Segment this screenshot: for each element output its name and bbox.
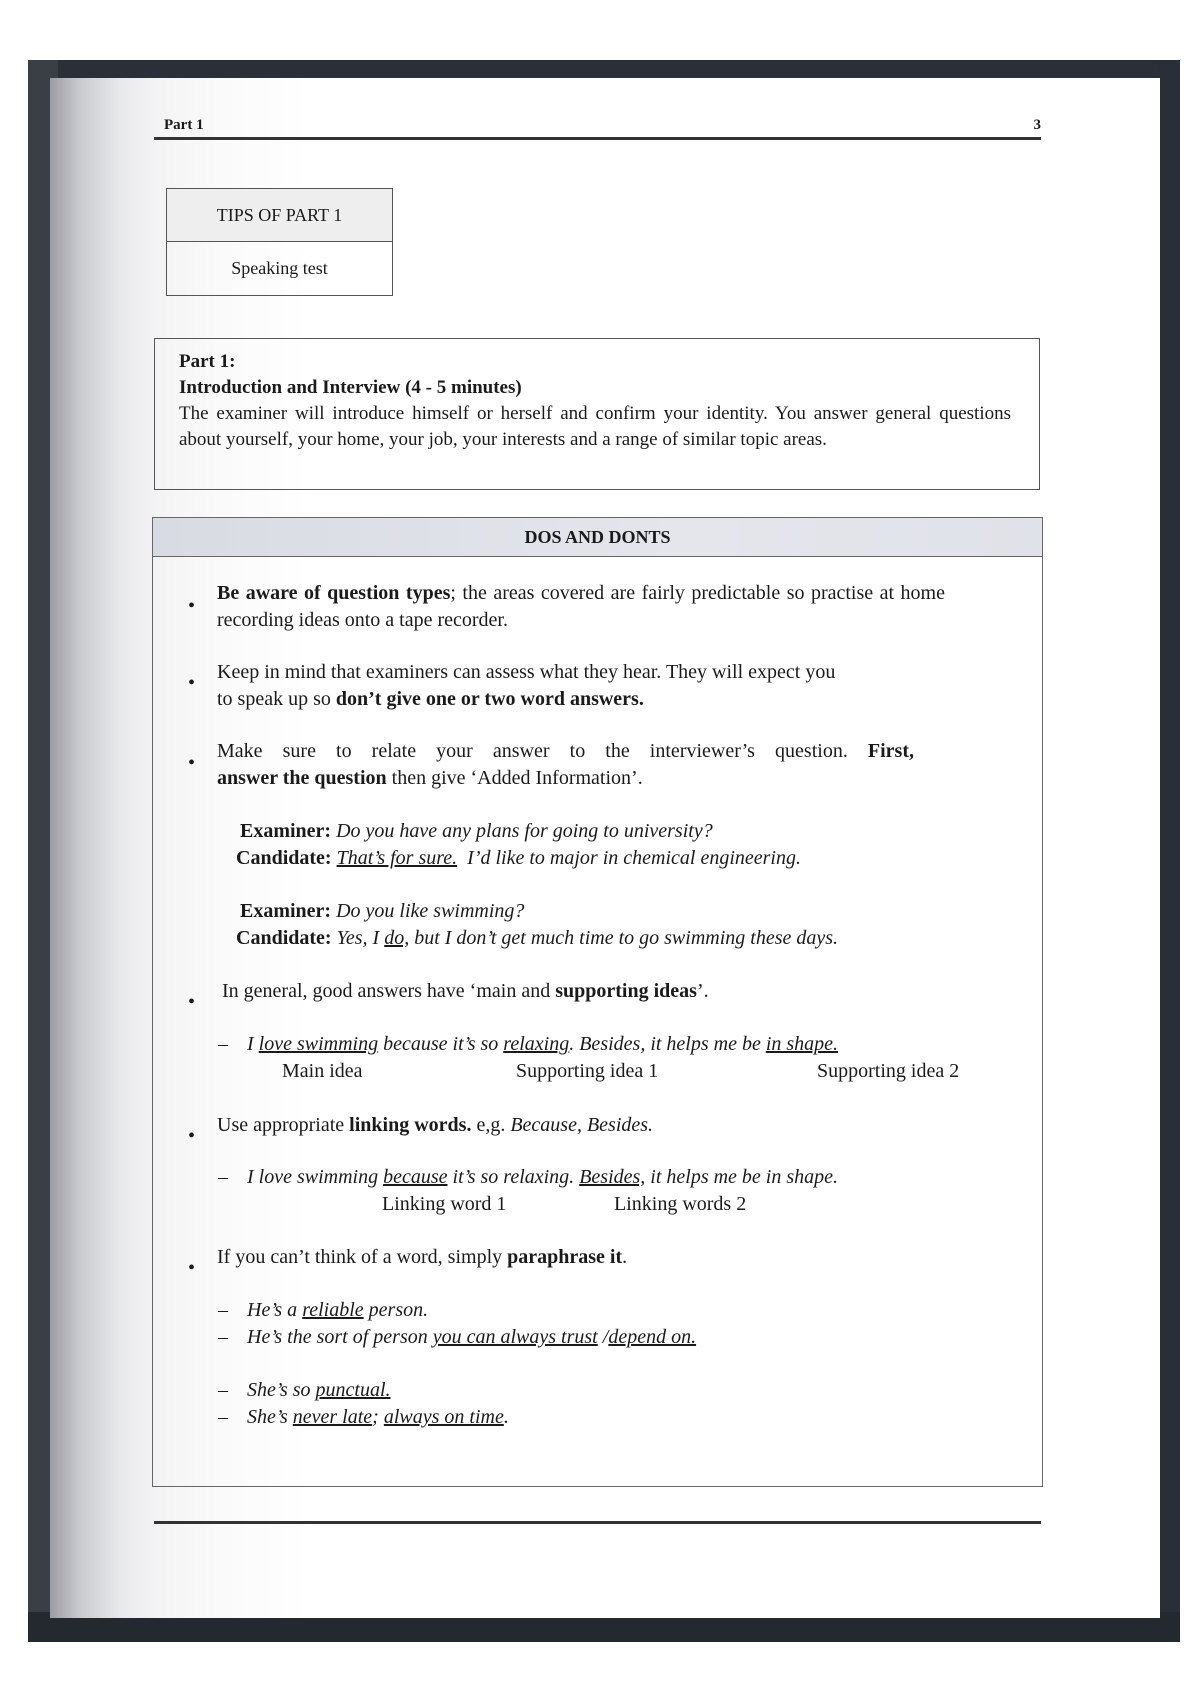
- label-main-idea: Main idea: [282, 1060, 363, 1082]
- dash-marker: –: [218, 1166, 228, 1188]
- candidate-label: Candidate:: [236, 847, 332, 869]
- part1-box: [154, 338, 1040, 490]
- tips-box: [166, 188, 393, 296]
- tip-bold: don’t give one or two word answers.: [335, 688, 644, 710]
- tip-text: Make sure to relate your answer to the interviewer’s question.: [217, 740, 868, 762]
- bullet-marker: •: [188, 991, 196, 1013]
- bullet-marker: •: [188, 595, 196, 617]
- sample-underlined: relaxing: [503, 1033, 570, 1055]
- tip-question-types: [217, 580, 945, 634]
- sample-underlined: love swimming: [258, 1033, 379, 1055]
- sample-text: ;: [372, 1406, 384, 1428]
- tip-text: ’.: [696, 980, 709, 1002]
- tip-speak-up-line2: [217, 686, 644, 713]
- running-head: [164, 117, 1041, 139]
- examiner-text: Do you like swimming?: [336, 900, 525, 922]
- bullet-marker: •: [188, 1125, 196, 1147]
- sample-text: it helps me be in shape.: [645, 1166, 839, 1188]
- sample-underlined: never late: [292, 1406, 373, 1428]
- dash-marker: –: [218, 1326, 228, 1348]
- sample-text: .: [503, 1406, 509, 1428]
- sample-underlined: in shape.: [765, 1033, 839, 1055]
- label-linking-words-2: Linking words 2: [614, 1193, 747, 1215]
- sample-underlined: always on time: [383, 1406, 504, 1428]
- examiner-text: Do you have any plans for going to university?: [336, 820, 713, 842]
- sample-text: She’s so: [247, 1379, 316, 1401]
- paraphrase-example-4: [247, 1404, 509, 1431]
- footer-rule: [154, 1521, 1041, 1524]
- sample-main-supporting: [247, 1031, 838, 1058]
- paraphrase-example-2: [247, 1324, 696, 1351]
- tip-text: In general, good answers have ‘main and: [222, 980, 556, 1002]
- candidate-label: Candidate:: [236, 927, 332, 949]
- label-supporting-idea-1: Supporting idea 1: [516, 1060, 659, 1082]
- tip-text: Use appropriate: [217, 1114, 350, 1136]
- candidate-underlined: do,: [384, 927, 410, 949]
- bullet-marker: •: [188, 752, 196, 774]
- paraphrase-example-3: [247, 1377, 391, 1404]
- paraphrase-example-1: [247, 1297, 428, 1324]
- tip-text: ; the areas covered are fairly predictable so practise at home recording ideas onto a tape recorder.: [217, 582, 945, 631]
- examiner-label: Examiner:: [240, 820, 332, 842]
- tip-text: to speak up so: [217, 688, 336, 710]
- candidate-text: but I don’t get much time to go swimming these days.: [409, 927, 839, 949]
- sample-underlined: because: [383, 1166, 448, 1188]
- dash-marker: –: [218, 1299, 228, 1321]
- label-supporting-idea-2: Supporting idea 2: [817, 1060, 960, 1082]
- sample-text: . Besides, it helps me be: [569, 1033, 766, 1055]
- sample-underlined: depend on.: [608, 1326, 697, 1348]
- tip-italic: Because, Besides.: [510, 1114, 654, 1136]
- sample-text: it’s so relaxing.: [447, 1166, 580, 1188]
- sample-underlined: punctual.: [315, 1379, 391, 1401]
- tip-linking-words: [217, 1112, 653, 1139]
- tip-text: .: [622, 1246, 628, 1268]
- header-rule: [154, 137, 1041, 140]
- sample-text: because it’s so: [378, 1033, 504, 1055]
- label-linking-word-1: Linking word 1: [382, 1193, 507, 1215]
- example1-examiner: [240, 818, 713, 845]
- tip-bold: linking words.: [349, 1114, 472, 1136]
- dash-marker: –: [218, 1406, 228, 1428]
- sample-text: I: [247, 1033, 259, 1055]
- bullet-marker: •: [188, 672, 196, 694]
- tips-subtitle: Speaking test: [231, 258, 328, 278]
- tip-bold: Be aware of question types: [217, 582, 451, 604]
- tip-text: then give ‘Added Information’.: [386, 767, 643, 789]
- part1-heading: Introduction and Interview (4 - 5 minutes): [179, 377, 522, 398]
- part1-description: The examiner will introduce himself or herself and confirm your identity. You answer general questions about yourself, your home, your job, your interests and a range of similar topic areas.: [179, 403, 1011, 450]
- tip-bold: answer the question: [217, 767, 387, 789]
- tip-speak-up-line1: Keep in mind that examiners can assess what they hear. They will expect you: [217, 661, 836, 683]
- dos-donts-title: DOS AND DONTS: [153, 518, 1042, 557]
- tip-text: e,g.: [471, 1114, 511, 1136]
- examiner-label: Examiner:: [240, 900, 332, 922]
- tip-relate-line2: [217, 765, 643, 792]
- sample-text: person.: [363, 1299, 429, 1321]
- tip-bold: supporting ideas: [555, 980, 697, 1002]
- sample-text: He’s a: [247, 1299, 303, 1321]
- tips-title: TIPS OF PART 1: [167, 189, 392, 242]
- sample-text: He’s the sort of person: [247, 1326, 433, 1348]
- tip-bold: paraphrase it: [507, 1246, 623, 1268]
- tip-relate-line1: [217, 738, 914, 765]
- dash-marker: –: [218, 1379, 228, 1401]
- candidate-text: I’d like to major in chemical engineering.: [457, 847, 801, 869]
- tip-bold: First,: [867, 740, 914, 762]
- sample-underlined: reliable: [302, 1299, 364, 1321]
- example2-candidate: [236, 925, 838, 952]
- sample-text: She’s: [247, 1406, 293, 1428]
- section-label: Part 1: [164, 117, 204, 133]
- candidate-underlined: That’s for sure.: [336, 847, 458, 869]
- dash-marker: –: [218, 1033, 228, 1055]
- example1-candidate: [236, 845, 801, 872]
- sample-underlined: you can always trust: [432, 1326, 598, 1348]
- bullet-marker: •: [188, 1257, 196, 1279]
- sample-text: I love swimming: [247, 1166, 384, 1188]
- candidate-text: Yes, I: [336, 927, 385, 949]
- tip-supporting-ideas: [222, 978, 709, 1005]
- part1-label: Part 1:: [179, 351, 236, 372]
- page-number: 3: [1033, 117, 1041, 133]
- tip-text: If you can’t think of a word, simply: [217, 1246, 508, 1268]
- sample-linking: [247, 1164, 838, 1191]
- sample-text: /: [597, 1326, 609, 1348]
- sample-underlined: Besides,: [579, 1166, 646, 1188]
- example2-examiner: [240, 898, 524, 925]
- tip-paraphrase: [217, 1244, 627, 1271]
